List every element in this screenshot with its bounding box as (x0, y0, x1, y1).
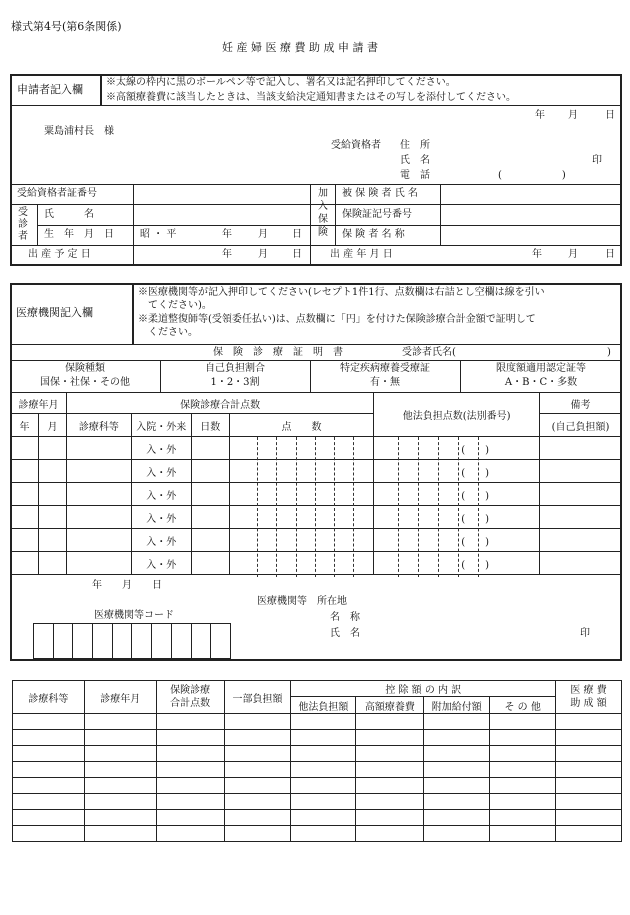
cert-title: 保 険 診 療 証 明 書 (213, 347, 343, 358)
table-row (11, 552, 622, 575)
summary-medical-cost-header: 医 療 費 (570, 685, 607, 696)
insured-name-label: 被 保 険 者 氏 名 (342, 188, 418, 199)
phone-paren: ( ) (498, 170, 566, 181)
patient-label: 受診者 (18, 207, 28, 242)
name-label: 氏 名 (400, 155, 430, 166)
form-label: 様式第4号(第6条関係) (11, 20, 122, 33)
summary-table (12, 680, 622, 842)
code-digit-box[interactable] (171, 624, 191, 659)
in-out-cell: 入・外 (131, 529, 191, 552)
date-year-label: 年 (535, 110, 545, 121)
month-header: 月 (38, 414, 66, 437)
summary-additional-header: 附加給付額 (424, 697, 490, 714)
year-month-header: 診療年月 (11, 393, 67, 414)
table-row (11, 506, 622, 529)
department-header: 診療科等 (66, 414, 131, 437)
in-out-cell: 入・外 (131, 506, 191, 529)
code-digit-box[interactable] (73, 624, 93, 659)
due-day: 日 (292, 249, 302, 260)
limit-label: 限度額適用認定証等 (496, 363, 586, 374)
inst-code-label: 医療機関等コード (94, 610, 174, 621)
code-digit-box[interactable] (152, 624, 172, 659)
days-header: 日数 (191, 414, 229, 437)
summary-year-month-header: 診療年月 (84, 681, 156, 714)
other-law-cell: ( ) (374, 506, 540, 529)
summary-insurance-header: 保険診療 (170, 685, 211, 696)
in-out-cell: 入・外 (131, 437, 191, 460)
table-row (13, 714, 622, 730)
due-date-label: 出 産 予 定 日 (28, 249, 91, 260)
summary-subsidy-header: 助 成 額 (570, 698, 607, 709)
birth-event-year: 年 (532, 249, 542, 260)
in-out-header: 入院・外来 (131, 414, 191, 437)
cert-number-label: 受給資格者証番号 (17, 188, 97, 199)
summary-copay-header: 一部負担額 (224, 681, 291, 714)
summary-department-header: 診療科等 (13, 681, 85, 714)
remarks-header: 備考 (540, 393, 622, 414)
page-title: 妊 産 婦 医 療 費 助 成 申 請 書 (222, 41, 378, 54)
ins-type-options: 国保・社保・その他 (40, 377, 130, 388)
in-out-cell: 入・外 (131, 483, 191, 506)
code-digit-box[interactable] (34, 624, 54, 659)
inst-person-label: 氏 名 (330, 628, 360, 639)
insurer-name-label: 保 険 者 名 称 (342, 229, 405, 240)
applicant-header: 申請者記入欄 (17, 83, 83, 96)
birth-event-month: 月 (568, 249, 578, 260)
code-digit-box[interactable] (112, 624, 132, 659)
date-month-label: 月 (568, 110, 578, 121)
table-row (13, 746, 622, 762)
table-row (11, 529, 622, 552)
limit-options: A・B・C・多数 (504, 377, 578, 388)
table-row (13, 778, 622, 794)
in-out-cell: 入・外 (131, 552, 191, 575)
medical-header: 医療機関記入欄 (16, 306, 93, 319)
birth-event-day: 日 (605, 249, 615, 260)
self-pay-header: (自己負担額) (540, 414, 622, 437)
summary-deduction-header: 控 除 額 の 内 訳 (291, 681, 556, 697)
points-header: 点 数 (229, 414, 374, 437)
in-out-cell: 入・外 (131, 460, 191, 483)
birth-year: 年 (222, 229, 232, 240)
sign-date: 年 月 日 (92, 580, 162, 591)
other-law-cell: ( ) (374, 529, 540, 552)
era-options: 昭 ・ 平 (140, 229, 177, 240)
due-month: 月 (258, 249, 268, 260)
ins-type-label: 保険種類 (65, 363, 105, 374)
insurance-symbol-label: 保険証記号番号 (342, 209, 412, 220)
other-law-cell: ( ) (374, 437, 540, 460)
other-law-cell: ( ) (374, 460, 540, 483)
summary-points-header: 合計点数 (170, 698, 211, 709)
stamp-label: 印 (592, 155, 602, 166)
other-law-cell: ( ) (374, 552, 540, 575)
inst-code-boxes (33, 623, 231, 659)
table-row (13, 730, 622, 746)
applicant-note-2: ※高額療養費に該当したときは、当該支給決定通知書またはその写しを添付してください。 (106, 92, 516, 103)
birth-day-label: 出 産 年 月 日 (330, 249, 393, 260)
date-day-label: 日 (605, 110, 615, 121)
code-digit-box[interactable] (191, 624, 211, 659)
copay-label: 自己負担割合 (205, 363, 265, 374)
medical-note-2b: ください。 (148, 327, 198, 338)
birth-month: 月 (258, 229, 268, 240)
table-row (13, 826, 622, 842)
medical-note-2: ※柔道整復師等(受領委任払い)は、点数欄に「円」を付けた保険診療合計金額で証明して (138, 314, 536, 325)
copay-options: 1・2・3割 (210, 377, 260, 388)
summary-other-header: そ の 他 (490, 697, 556, 714)
other-law-cell: ( ) (374, 483, 540, 506)
table-row (11, 460, 622, 483)
table-row (11, 483, 622, 506)
total-points-header: 保険診療合計点数 (66, 393, 373, 414)
table-row (11, 437, 622, 460)
mayor-address: 粟島浦村長 様 (44, 126, 114, 137)
table-row (13, 762, 622, 778)
code-digit-box[interactable] (132, 624, 152, 659)
table-row (13, 810, 622, 826)
special-options: 有・無 (370, 377, 400, 388)
qualified-person-label: 受給資格者 (331, 140, 381, 151)
special-label: 特定疾病療養受療証 (340, 363, 430, 374)
summary-other-law-header: 他法負担額 (291, 697, 356, 714)
patient-name-field-label: 受診者氏名( (402, 347, 456, 358)
medical-note-1: ※医療機関等が記入押印してください(レセプト1件1行、点数欄は右詰とし空欄は線を引い (138, 287, 545, 298)
year-header: 年 (11, 414, 39, 437)
claims-table (10, 392, 622, 575)
inst-address-label: 医療機関等 所在地 (257, 596, 347, 607)
inst-name-label: 名 称 (330, 612, 360, 623)
medical-note-1b: てください)。 (148, 300, 212, 311)
other-law-header: 他法負担点数(法別番号) (374, 393, 540, 437)
birth-date-label: 生 年 月 日 (44, 229, 114, 240)
code-digit-box[interactable] (53, 624, 73, 659)
address-label: 住 所 (400, 140, 430, 151)
close-paren: ) (607, 347, 611, 358)
birth-day: 日 (292, 229, 302, 240)
inst-stamp-label: 印 (580, 628, 590, 639)
insurance-label: 加入保険 (318, 188, 328, 238)
summary-high-cost-header: 高額療養費 (356, 697, 424, 714)
phone-label: 電 話 (400, 170, 430, 181)
patient-name-label: 氏 名 (44, 209, 94, 220)
due-year: 年 (222, 249, 232, 260)
code-digit-box[interactable] (211, 624, 231, 659)
table-row (13, 794, 622, 810)
code-digit-box[interactable] (93, 624, 113, 659)
applicant-note-1: ※太線の枠内に黒のボールペン等で記入し、署名又は記名押印してください。 (106, 77, 456, 88)
